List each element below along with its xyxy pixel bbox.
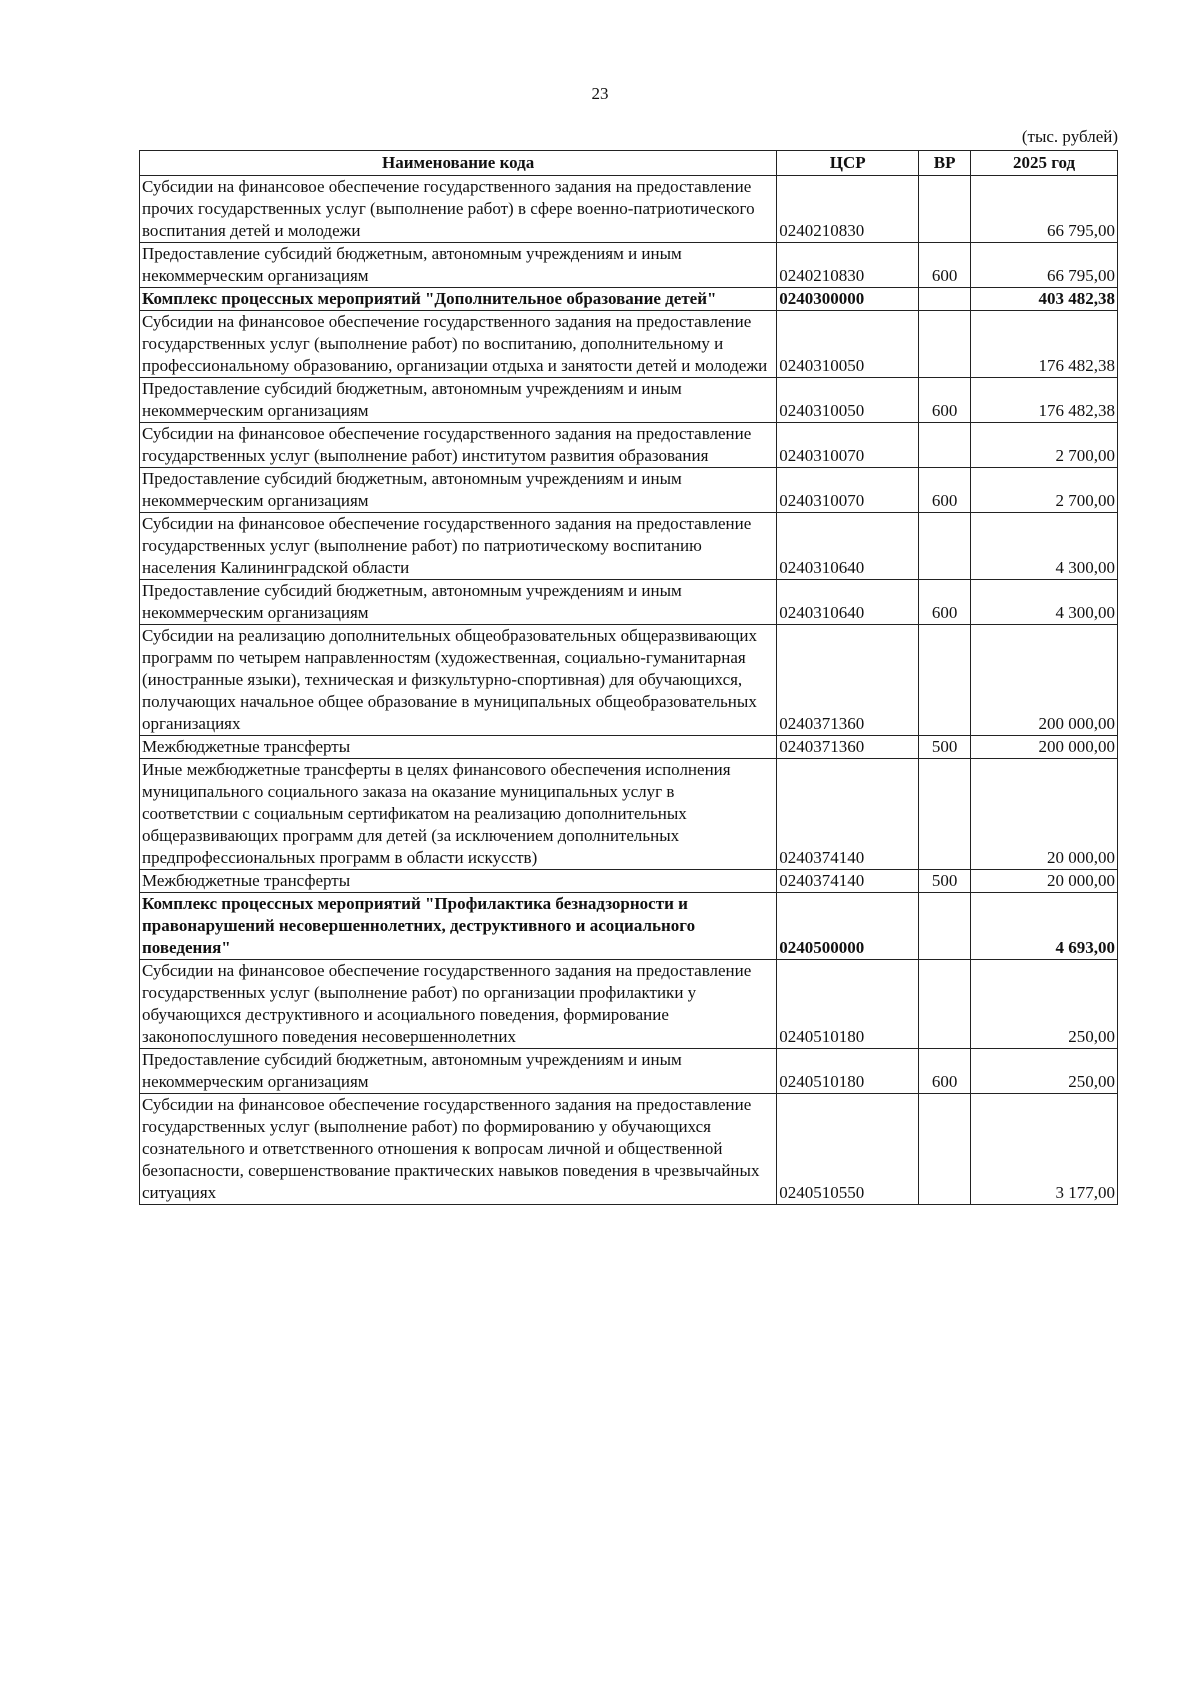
cell-name: Межбюджетные трансферты <box>140 870 777 893</box>
table-row <box>140 311 1118 378</box>
table-body <box>140 176 1118 1205</box>
cell-vr: 600 <box>919 468 971 513</box>
header-vr: ВР <box>919 151 971 176</box>
table-row <box>140 893 1118 960</box>
cell-name: Субсидии на финансовое обеспечение государственного задания на предоставление государственных услуг (выполнение работ) по формированию у обучающихся сознательного и ответственного отношения к вопросам личной и общественной безопасности, совершенствование практических навыков поведения в чрезвычайных ситуациях <box>140 1094 777 1205</box>
table-row <box>140 1094 1118 1205</box>
cell-sum: 20 000,00 <box>971 870 1118 893</box>
cell-name: Предоставление субсидий бюджетным, автономным учреждениям и иным некоммерческим организациям <box>140 1049 777 1094</box>
cell-name: Комплекс процессных мероприятий "Профилактика безнадзорности и правонарушений несовершеннолетних, деструктивного и асоциального поведения" <box>140 893 777 960</box>
cell-sum: 176 482,38 <box>971 311 1118 378</box>
cell-sum: 4 300,00 <box>971 580 1118 625</box>
cell-csr: 0240310050 <box>777 311 919 378</box>
table-row <box>140 870 1118 893</box>
cell-vr <box>919 1094 971 1205</box>
cell-sum: 250,00 <box>971 960 1118 1049</box>
cell-csr: 0240210830 <box>777 243 919 288</box>
cell-sum: 66 795,00 <box>971 176 1118 243</box>
table-row <box>140 378 1118 423</box>
cell-csr: 0240310050 <box>777 378 919 423</box>
cell-sum: 250,00 <box>971 1049 1118 1094</box>
table-row <box>140 423 1118 468</box>
header-csr: ЦСР <box>777 151 919 176</box>
cell-name: Субсидии на финансовое обеспечение государственного задания на предоставление государственных услуг (выполнение работ) по патриотическому воспитанию населения Калининградской области <box>140 513 777 580</box>
cell-csr: 0240374140 <box>777 759 919 870</box>
cell-name: Субсидии на финансовое обеспечение государственного задания на предоставление государственных услуг (выполнение работ) по воспитанию, дополнительному и профессиональному образованию, организации отдыха и занятости детей и молодежи <box>140 311 777 378</box>
cell-sum: 3 177,00 <box>971 1094 1118 1205</box>
cell-vr <box>919 513 971 580</box>
cell-name: Предоставление субсидий бюджетным, автономным учреждениям и иным некоммерческим организациям <box>140 243 777 288</box>
units-label: (тыс. рублей) <box>1021 127 1118 146</box>
cell-sum: 2 700,00 <box>971 468 1118 513</box>
cell-sum: 2 700,00 <box>971 423 1118 468</box>
table-row <box>140 759 1118 870</box>
cell-sum: 4 300,00 <box>971 513 1118 580</box>
cell-vr <box>919 288 971 311</box>
cell-vr <box>919 759 971 870</box>
cell-sum: 176 482,38 <box>971 378 1118 423</box>
cell-vr: 600 <box>919 243 971 288</box>
cell-name: Иные межбюджетные трансферты в целях финансового обеспечения исполнения муниципального социального заказа на оказание муниципальных услуг в соответствии с социальным сертификатом на реализацию дополнительных общеразвивающих программ для детей (за исключением дополнительных предпрофессиональных программ в области искусств) <box>140 759 777 870</box>
cell-csr: 0240310640 <box>777 513 919 580</box>
cell-name: Субсидии на финансовое обеспечение государственного задания на предоставление прочих государственных услуг (выполнение работ) в сфере военно-патриотического воспитания детей и молодежи <box>140 176 777 243</box>
cell-vr: 600 <box>919 580 971 625</box>
cell-csr: 0240310070 <box>777 423 919 468</box>
cell-vr <box>919 960 971 1049</box>
cell-vr: 600 <box>919 378 971 423</box>
table-row <box>140 1049 1118 1094</box>
cell-name: Субсидии на финансовое обеспечение государственного задания на предоставление государственных услуг (выполнение работ) институтом развития образования <box>140 423 777 468</box>
cell-csr: 0240310640 <box>777 580 919 625</box>
cell-name: Предоставление субсидий бюджетным, автономным учреждениям и иным некоммерческим организациям <box>140 468 777 513</box>
table-header-row <box>140 151 1118 176</box>
cell-name: Субсидии на финансовое обеспечение государственного задания на предоставление государственных услуг (выполнение работ) по организации профилактики у обучающихся деструктивного и асоциального поведения, формирование законопослушного поведения несовершеннолетних <box>140 960 777 1049</box>
cell-sum: 403 482,38 <box>971 288 1118 311</box>
cell-csr: 0240510180 <box>777 1049 919 1094</box>
page-number: 23 <box>591 84 609 103</box>
cell-sum: 20 000,00 <box>971 759 1118 870</box>
table-row <box>140 960 1118 1049</box>
cell-csr: 0240371360 <box>777 736 919 759</box>
cell-csr: 0240210830 <box>777 176 919 243</box>
cell-name: Предоставление субсидий бюджетным, автономным учреждениям и иным некоммерческим организациям <box>140 580 777 625</box>
budget-table <box>139 150 1118 1205</box>
table-row <box>140 625 1118 736</box>
cell-vr <box>919 311 971 378</box>
cell-name: Межбюджетные трансферты <box>140 736 777 759</box>
table-row <box>140 176 1118 243</box>
table-row <box>140 736 1118 759</box>
table-row <box>140 243 1118 288</box>
cell-sum: 4 693,00 <box>971 893 1118 960</box>
cell-csr: 0240310070 <box>777 468 919 513</box>
header-name: Наименование кода <box>140 151 777 176</box>
cell-vr <box>919 893 971 960</box>
cell-vr: 500 <box>919 870 971 893</box>
table-row <box>140 468 1118 513</box>
table-row <box>140 580 1118 625</box>
cell-vr <box>919 625 971 736</box>
cell-vr: 500 <box>919 736 971 759</box>
cell-csr: 0240374140 <box>777 870 919 893</box>
cell-sum: 200 000,00 <box>971 736 1118 759</box>
cell-name: Комплекс процессных мероприятий "Дополнительное образование детей" <box>140 288 777 311</box>
cell-csr: 0240510180 <box>777 960 919 1049</box>
cell-csr: 0240300000 <box>777 288 919 311</box>
cell-csr: 0240371360 <box>777 625 919 736</box>
cell-vr <box>919 176 971 243</box>
cell-name: Субсидии на реализацию дополнительных общеобразовательных общеразвивающих программ по четырем направленностям (художественная, социально-гуманитарная (иностранные языки), техническая и физкультурно-спортивная) для обучающихся, получающих начальное общее образование в муниципальных общеобразовательных организациях <box>140 625 777 736</box>
cell-csr: 0240510550 <box>777 1094 919 1205</box>
cell-vr <box>919 423 971 468</box>
table-row <box>140 513 1118 580</box>
cell-vr: 600 <box>919 1049 971 1094</box>
cell-csr: 0240500000 <box>777 893 919 960</box>
header-sum: 2025 год <box>971 151 1118 176</box>
cell-sum: 66 795,00 <box>971 243 1118 288</box>
cell-name: Предоставление субсидий бюджетным, автономным учреждениям и иным некоммерческим организациям <box>140 378 777 423</box>
table-row <box>140 288 1118 311</box>
cell-sum: 200 000,00 <box>971 625 1118 736</box>
